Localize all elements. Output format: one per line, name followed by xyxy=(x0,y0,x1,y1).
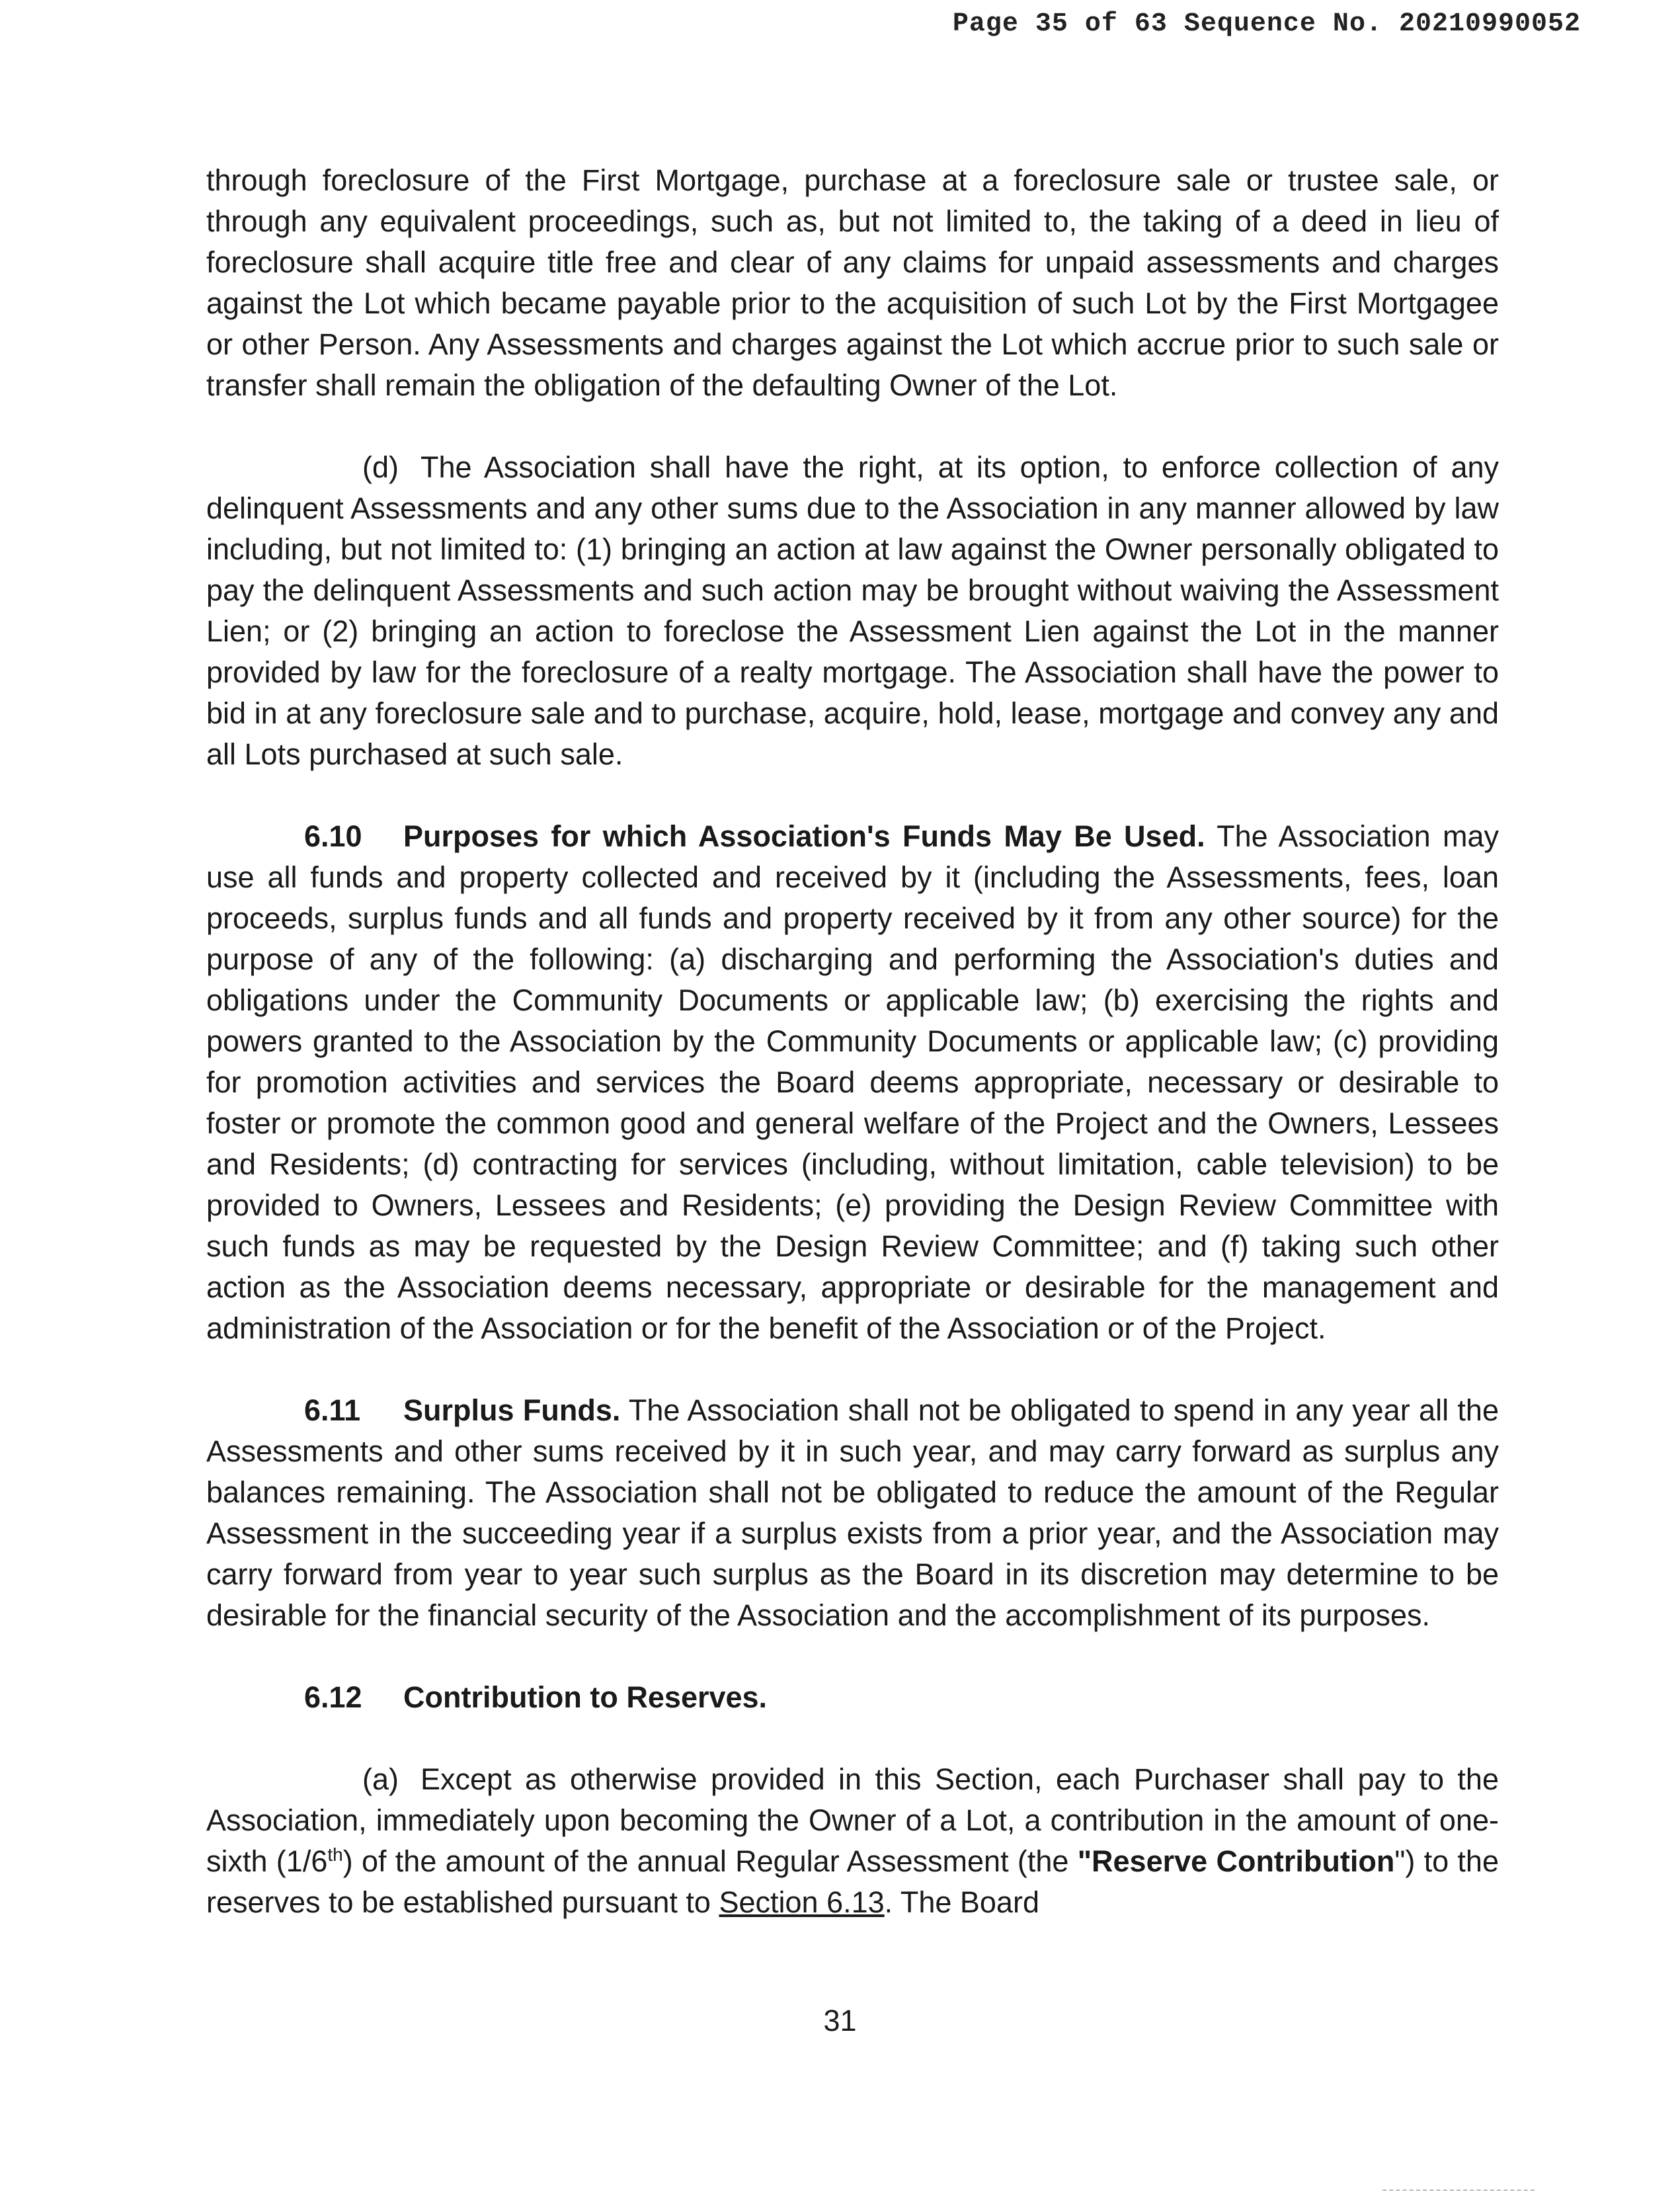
section-6-11-number: 6.11 xyxy=(304,1393,361,1427)
section-6-12-subsection-a xyxy=(206,1759,1499,1923)
section-6-10-number: 6.10 xyxy=(304,819,362,853)
section-6-11-text: The Association shall not be obligated to spend in any year all the Assessments and other sums received by it in such year, and may carry forward as surplus any balances remaining. The Association shall not be obligated to reduce the amount of the Regular Assessment in the succeeding year if a surplus exists from a prior year, and the Association may carry forward from year to year such surplus as the Board in its discretion may determine to be desirable for the financial security of the Association and the accomplishment of its purposes. xyxy=(206,1393,1499,1632)
subsection-a-text-3: ") to the reserves to be established pursuant to xyxy=(206,1844,1499,1919)
subsection-a-text-1: Except as otherwise provided in this Section, each Purchaser shall pay to the Association, immediately upon becoming the Owner of a Lot, a contribution in the amount of one-sixth (1/6 xyxy=(206,1762,1499,1878)
subsection-a-text-2: ) of the amount of the annual Regular Assessment (the xyxy=(342,1844,1078,1878)
superscript-th: th xyxy=(327,1844,343,1865)
page-number: 31 xyxy=(823,2004,857,2037)
paragraph-continuation: through foreclosure of the First Mortgage, purchase at a foreclosure sale or trustee sale, or through any equivalent proceedings, such as, but not limited to, the taking of a deed in lieu of foreclosure shall acquire title free and clear of any claims for unpaid assessments and charges against the Lot which became payable prior to the acquisition of such Lot by the First Mortgagee or other Person. Any Assessments and charges against the Lot which accrue prior to such sale or transfer shall remain the obligation of the defaulting Owner of the Lot. xyxy=(206,163,1499,402)
section-6-10 xyxy=(206,816,1499,1349)
subsection-d-label: (d) xyxy=(362,450,399,484)
scan-artifact-mark xyxy=(1382,2190,1535,2195)
section-6-12-heading xyxy=(206,1677,1499,1718)
subsection-a-text-4: . The Board xyxy=(884,1885,1039,1919)
subsection-d-text: The Association shall have the right, at its option, to enforce collection of any delinquent Assessments and any other sums due to the Association in any manner allowed by law including, but not limited to: (1) bringing an action at law against the Owner personally obligated to pay the delinquent Assessments and such action may be brought without waiving the Assessment Lien; or (2) bringing an action to foreclose the Assessment Lien against the Lot in the manner provided by law for the foreclosure of a realty mortgage. The Association shall have the power to bid in at any foreclosure sale and to purchase, acquire, hold, lease, mortgage and convey any and all Lots purchased at such sale. xyxy=(206,450,1499,771)
document-body xyxy=(206,160,1499,1964)
page-sequence-header: Page 35 of 63 Sequence No. 20210990052 xyxy=(952,9,1581,39)
section-6-10-text: The Association may use all funds and property collected and received by it (including the Assessments, fees, loan proceeds, surplus funds and all funds and property received by it from any other source) for the purpose of any of the following: (a) discharging and performing the Association's duties and obligations under the Community Documents or applicable law; (b) exercising the rights and powers granted to the Association by the Community Documents or applicable law; (c) providing for promotion activities and services the Board deems appropriate, necessary or desirable to foster or promote the common good and general welfare of the Project and the Owners, Lessees and Residents; (d) contracting for services (including, without limitation, cable television) to be provided to Owners, Lessees and Residents; (e) providing the Design Review Committee with such funds as may be requested by the Design Review Committee; and (f) taking such other action as the Association deems necessary, appropriate or desirable for the management and administration of the Association or for the benefit of the Association or of the Project. xyxy=(206,819,1499,1345)
subsection-a-label: (a) xyxy=(362,1762,399,1796)
section-6-10-title: Purposes for which Association's Funds May Be Used. xyxy=(403,819,1205,853)
section-6-12-title: Contribution to Reserves. xyxy=(403,1680,768,1714)
subsection-d xyxy=(206,447,1499,775)
defined-term-reserve-contribution: Reserve Contribution xyxy=(1092,1844,1395,1878)
section-6-11 xyxy=(206,1390,1499,1636)
section-6-11-title: Surplus Funds. xyxy=(403,1393,621,1427)
section-6-12-number: 6.12 xyxy=(304,1680,362,1714)
defined-term-quote: " xyxy=(1077,1844,1092,1878)
section-6-13-reference: Section 6.13 xyxy=(719,1885,885,1919)
